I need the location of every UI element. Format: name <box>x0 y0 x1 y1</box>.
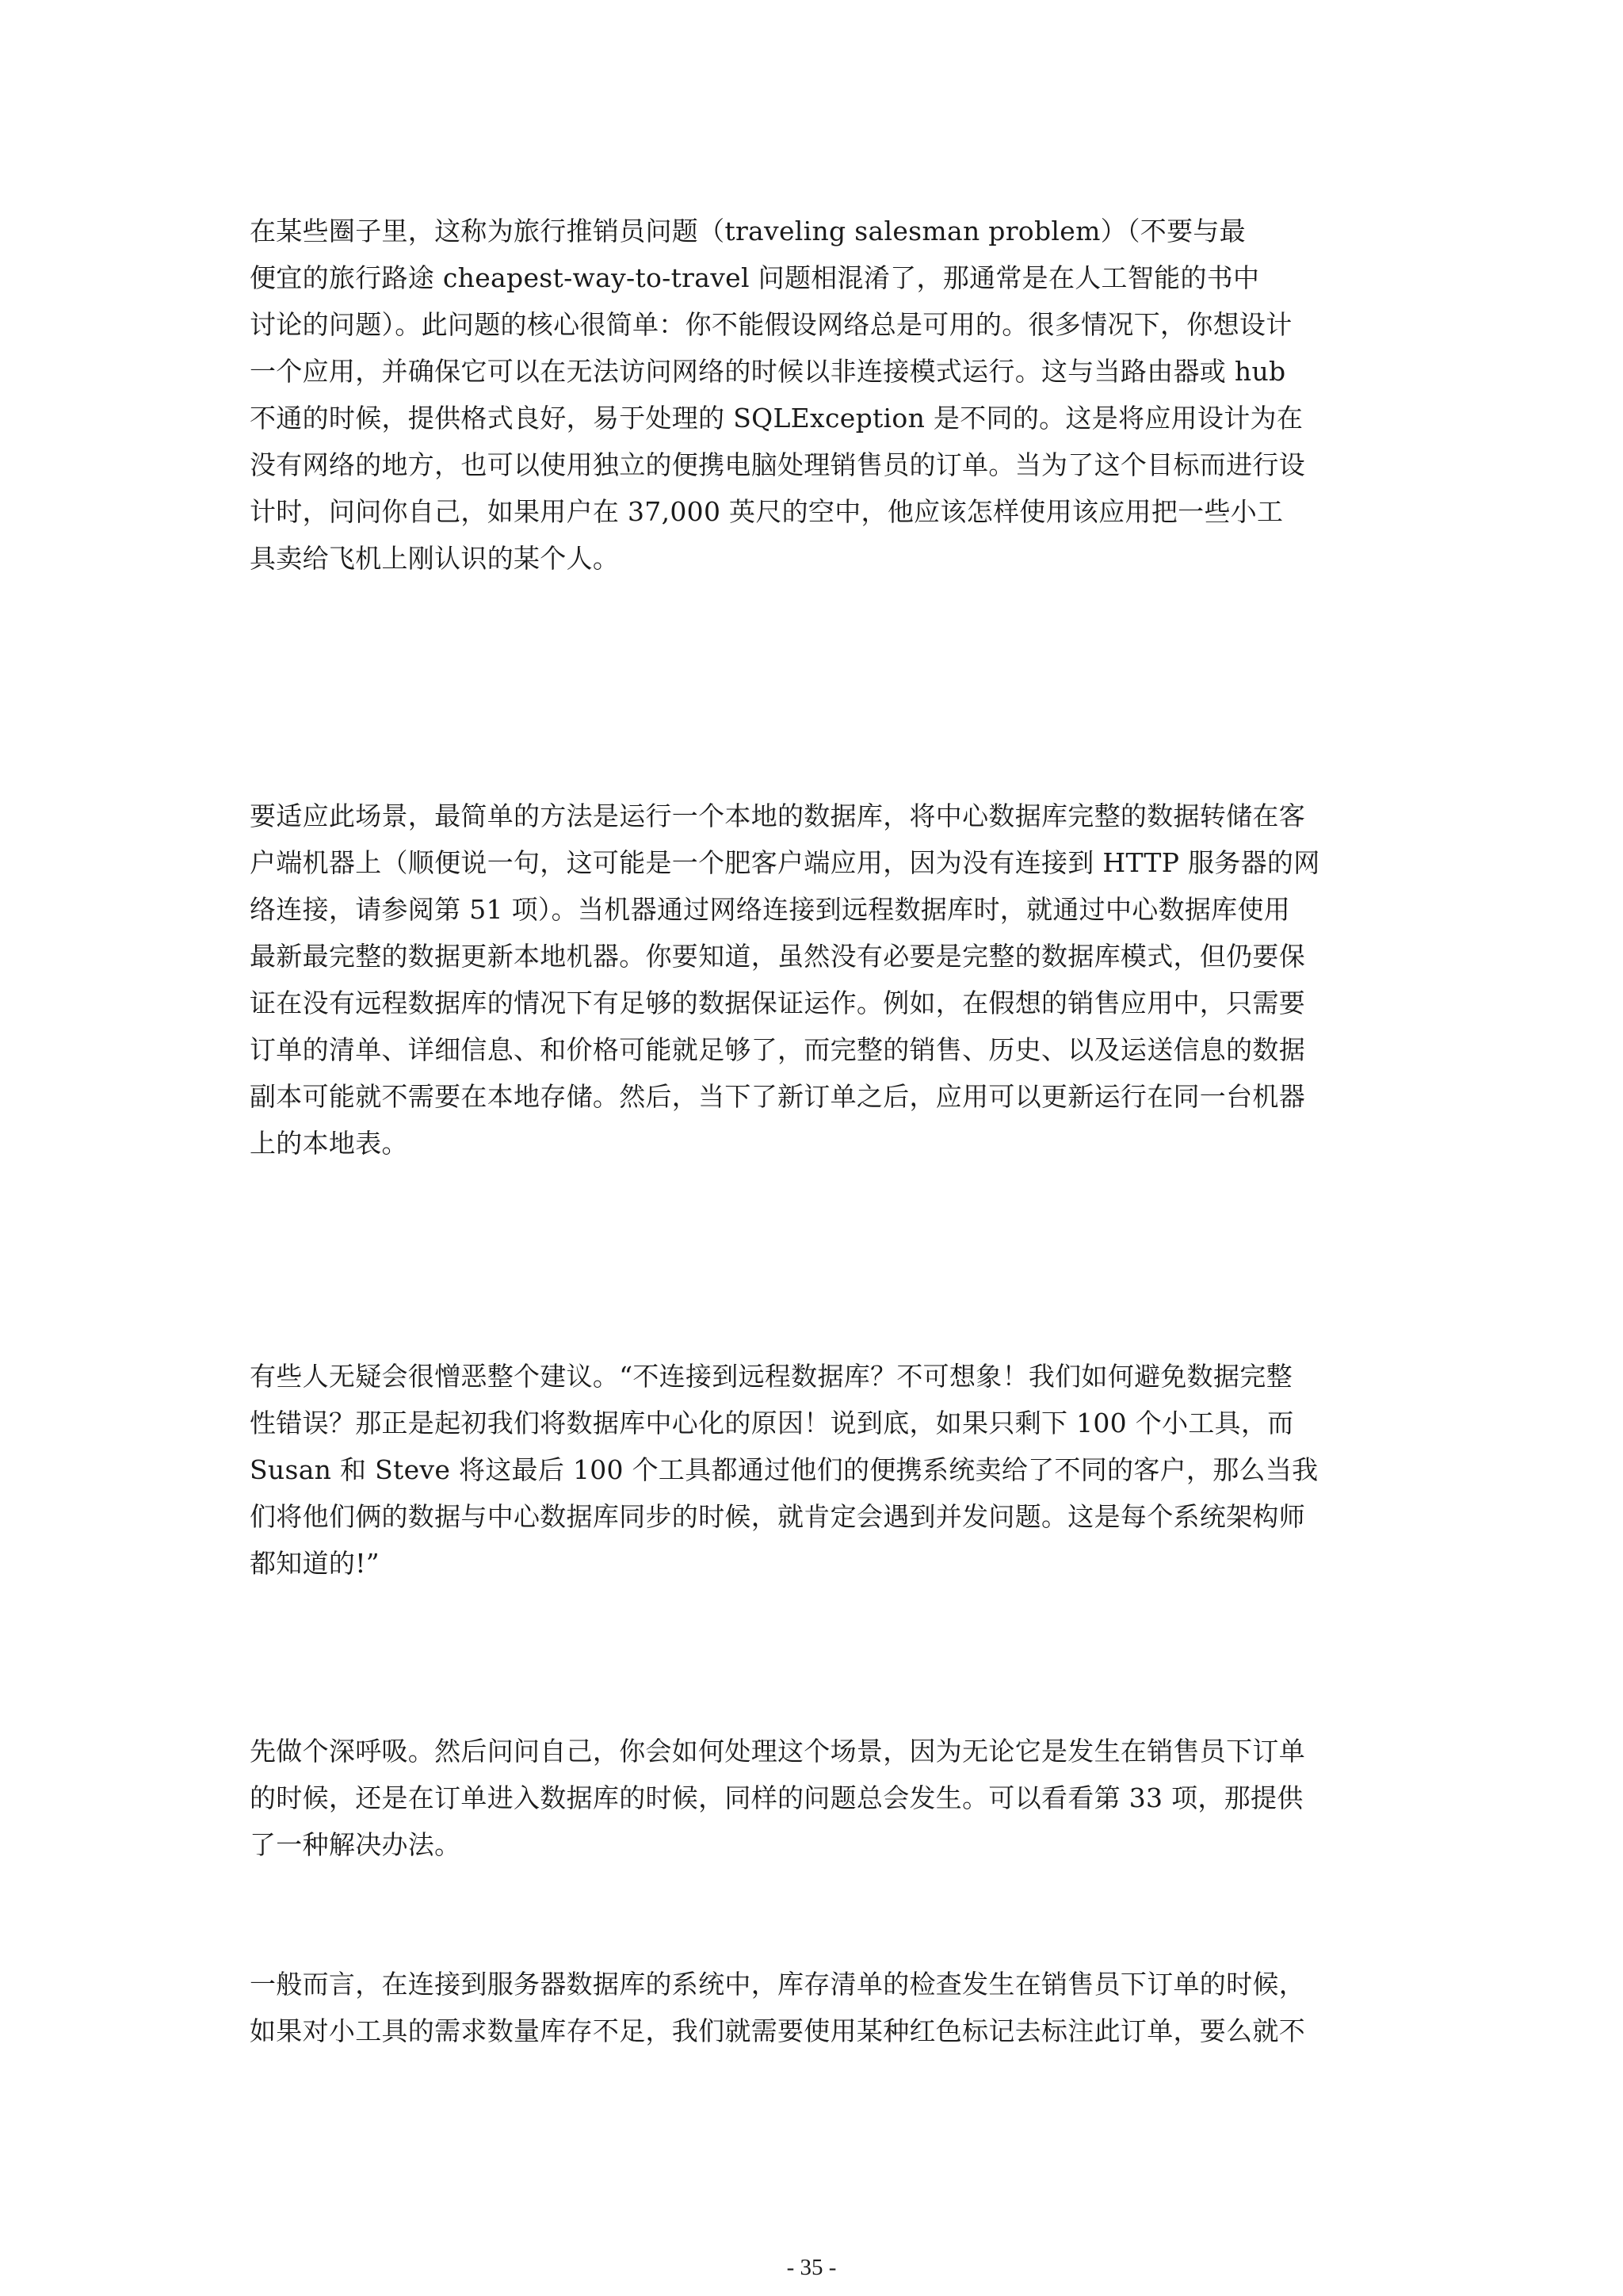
text-line: 先做个深呼吸。然后问问自己，你会如何处理这个场景，因为无论它是发生在销售员下订单 <box>250 1736 1305 1767</box>
text-line: 了一种解决办法。 <box>250 1829 461 1860</box>
text-line: 们将他们俩的数据与中心数据库同步的时候，就肯定会遇到并发问题。这是每个系统架构师 <box>250 1501 1305 1532</box>
text-line: 络连接，请参阅第 51 项）。当机器通过网络连接到远程数据库时，就通过中心数据库使用 <box>250 894 1291 925</box>
body-paragraph-4 <box>250 1728 1375 1868</box>
text-line: 性错误？那正是起初我们将数据库中心化的原因！说到底，如果只剩下 100 个小工具，而 <box>250 1408 1294 1438</box>
body-paragraph-5 <box>250 1961 1375 2054</box>
text-line: 在某些圈子里，这称为旅行推销员问题（traveling salesman problem）（不要与最 <box>250 216 1246 246</box>
text-line: 不通的时候，提供格式良好，易于处理的 SQLException 是不同的。这是将应用设计为在 <box>250 403 1304 434</box>
text-line: 便宜的旅行路途 cheapest-way-to-travel 问题相混淆了，那通常是在人工智能的书中 <box>250 262 1260 293</box>
text-line: 上的本地表。 <box>250 1128 408 1159</box>
text-line: 计时，问问你自己，如果用户在 37,000 英尺的空中，他应该怎样使用该应用把一些小工 <box>250 496 1284 527</box>
text-line: 一个应用，并确保它可以在无法访问网络的时候以非连接模式运行。这与当路由器或 hub <box>250 356 1286 387</box>
text-line: 有些人无疑会很憎恶整个建议。“不连接到远程数据库？不可想象！我们如何避免数据完整 <box>250 1361 1293 1392</box>
text-line: 的时候，还是在订单进入数据库的时候，同样的问题总会发生。可以看看第 33 项，那提供 <box>250 1782 1304 1813</box>
text-line: 订单的清单、详细信息、和价格可能就足够了，而完整的销售、历史、以及运送信息的数据 <box>250 1034 1305 1065</box>
text-line: 证在没有远程数据库的情况下有足够的数据保证运作。例如，在假想的销售应用中，只需要 <box>250 988 1305 1018</box>
text-line: Susan 和 Steve 将这最后 100 个工具都通过他们的便携系统卖给了不同的客户，那么当我 <box>250 1454 1319 1485</box>
text-line: 具卖给飞机上刚认识的某个人。 <box>250 543 620 574</box>
text-line: 没有网络的地方，也可以使用独立的便携电脑处理销售员的订单。当为了这个目标而进行设 <box>250 449 1305 480</box>
body-paragraph-1 <box>250 208 1375 582</box>
page-number: - 35 - <box>786 2255 837 2280</box>
body-paragraph-3 <box>250 1353 1375 1587</box>
text-line: 讨论的问题）。此问题的核心很简单：你不能假设网络总是可用的。很多情况下，你想设计 <box>250 309 1293 340</box>
text-line: 最新最完整的数据更新本地机器。你要知道，虽然没有必要是完整的数据库模式，但仍要保 <box>250 941 1305 972</box>
text-line: 户端机器上（顺便说一句，这可能是一个肥客户端应用，因为没有连接到 HTTP 服务器的网 <box>250 847 1320 878</box>
text-line: 如果对小工具的需求数量库存不足，我们就需要使用某种红色标记去标注此订单，要么就不 <box>250 2015 1305 2046</box>
text-line: 都知道的!” <box>250 1548 380 1579</box>
text-line: 一般而言，在连接到服务器数据库的系统中，库存清单的检查发生在销售员下订单的时候， <box>250 1969 1305 2000</box>
body-paragraph-2 <box>250 793 1375 1167</box>
text-line: 要适应此场景，最简单的方法是运行一个本地的数据库，将中心数据库完整的数据转储在客 <box>250 800 1305 831</box>
text-line: 副本可能就不需要在本地存储。然后，当下了新订单之后，应用可以更新运行在同一台机器 <box>250 1081 1305 1112</box>
